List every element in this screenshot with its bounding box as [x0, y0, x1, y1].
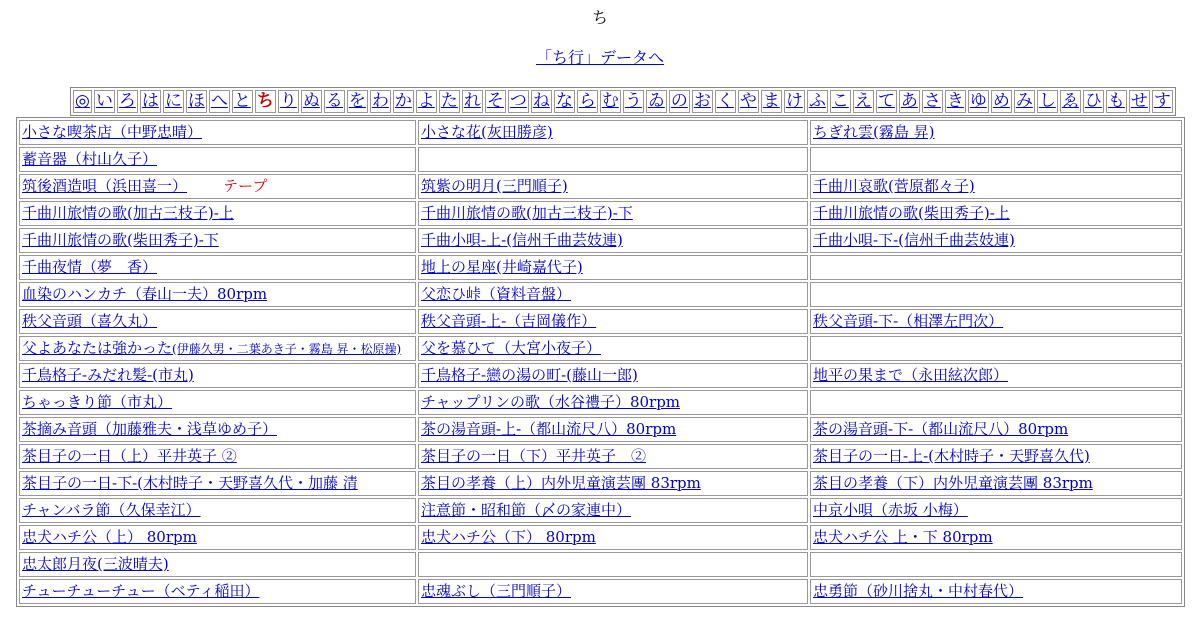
song-row — [19, 363, 1182, 388]
song-title: 秩父音頭-上-（吉岡儀作） — [421, 312, 597, 330]
song-title: 注意節・昭和節（〆の家連中） — [421, 501, 632, 519]
song-title: 茶の湯音頭-下-（都山流尺八）80rpm — [813, 420, 1069, 438]
kana-nav-cell — [1106, 90, 1127, 113]
song-link[interactable] — [22, 447, 237, 465]
kana-index-nav — [70, 87, 1176, 116]
song-cell — [418, 471, 808, 496]
song-row — [19, 282, 1182, 307]
song-cell — [19, 363, 416, 388]
song-row — [19, 417, 1182, 442]
kana-nav-cell — [370, 90, 391, 113]
kana-nav-cell — [209, 90, 230, 113]
song-link[interactable] — [22, 474, 358, 492]
kana-nav-link[interactable]: な — [555, 91, 573, 111]
song-row — [19, 498, 1182, 523]
kana-nav-link[interactable]: ら — [578, 91, 596, 111]
kana-nav-cell — [393, 90, 414, 113]
kana-nav-link[interactable]: へ — [210, 91, 228, 111]
kana-nav-link[interactable]: つ — [509, 91, 527, 111]
song-link[interactable] — [813, 474, 1093, 492]
song-link[interactable] — [421, 123, 553, 141]
kana-nav-cell — [1083, 90, 1104, 113]
kana-nav-link[interactable]: え — [854, 91, 872, 111]
kana-nav-link[interactable]: お — [693, 91, 711, 111]
kana-nav-cell — [163, 90, 184, 113]
song-cell — [810, 444, 1182, 469]
kana-nav-link[interactable]: き — [946, 91, 964, 111]
kana-nav-link[interactable]: と — [233, 91, 251, 111]
song-cell — [19, 282, 416, 307]
kana-nav-cell — [807, 90, 828, 113]
song-title: 茶目子の一日（上）平井英子 ② — [22, 447, 237, 465]
kana-nav-link[interactable]: ね — [532, 91, 550, 111]
kana-nav-cell — [692, 90, 713, 113]
song-cell — [810, 390, 1182, 415]
song-list-body — [19, 120, 1182, 604]
data-list-link[interactable]: 「ち行」データへ — [535, 48, 664, 67]
song-cell — [19, 120, 416, 145]
kana-nav-link[interactable]: こ — [831, 91, 849, 111]
song-link[interactable] — [813, 366, 1008, 384]
kana-nav-cell — [623, 90, 644, 113]
song-cell — [19, 201, 416, 226]
song-link[interactable] — [421, 339, 601, 357]
song-link[interactable] — [22, 501, 201, 519]
song-row — [19, 336, 1182, 361]
song-link[interactable] — [22, 258, 157, 276]
kana-nav-cell — [232, 90, 253, 113]
kana-nav-link[interactable]: ひ — [1084, 91, 1102, 111]
song-title: チャップリンの歌（水谷禮子）80rpm — [421, 393, 681, 411]
song-cell — [418, 120, 808, 145]
kana-nav-cell — [1129, 90, 1150, 113]
kana-nav-link[interactable]: に — [164, 91, 182, 111]
kana-nav-cell — [830, 90, 851, 113]
song-link[interactable] — [813, 447, 1090, 465]
song-link[interactable] — [421, 501, 631, 519]
song-row — [19, 120, 1182, 145]
song-link[interactable] — [22, 528, 197, 546]
song-cell — [19, 444, 416, 469]
kana-nav-link[interactable]: け — [785, 91, 803, 111]
song-title: 忠犬ハチ公（下） 80rpm — [421, 528, 596, 546]
song-title: 忠魂ぶし（三門順子） — [421, 582, 572, 600]
song-row — [19, 444, 1182, 469]
kana-nav-cell — [508, 90, 529, 113]
song-row — [19, 390, 1182, 415]
kana-nav-link[interactable]: め — [992, 91, 1010, 111]
song-cell — [19, 228, 416, 253]
song-link[interactable] — [421, 231, 623, 249]
kana-nav-cell — [1060, 90, 1081, 113]
kana-nav-link[interactable]: ゐ — [647, 91, 665, 111]
kana-nav-link[interactable]: し — [1038, 91, 1056, 111]
song-link[interactable] — [421, 366, 638, 384]
song-row — [19, 471, 1182, 496]
song-link[interactable] — [22, 123, 202, 141]
kana-nav-cell — [945, 90, 966, 113]
song-cell — [418, 579, 808, 604]
kana-nav-link[interactable]: れ — [463, 91, 481, 111]
song-cell — [810, 363, 1182, 388]
song-cell — [418, 417, 808, 442]
song-title: 千鳥格子-戀の湯の町-(藤山一郎) — [421, 366, 638, 384]
song-cell — [19, 498, 416, 523]
song-title: 茶目の孝養（上）内外児童演芸團 83rpm — [421, 474, 701, 492]
kana-nav-cell — [416, 90, 437, 113]
song-link[interactable] — [22, 177, 187, 195]
song-link[interactable] — [813, 420, 1068, 438]
song-cell — [810, 120, 1182, 145]
song-title: 茶目の孝養（下）内外児童演芸團 83rpm — [813, 474, 1093, 492]
kana-nav-link[interactable]: む — [601, 91, 619, 111]
kana-nav-link[interactable]: い — [95, 91, 113, 111]
kana-nav-link[interactable]: ろ — [118, 91, 136, 111]
song-link[interactable] — [22, 231, 219, 249]
song-link[interactable] — [421, 285, 571, 303]
song-cell — [810, 174, 1182, 199]
song-title: 茶摘み音頭（加藤雅夫・浅草ゆめ子） — [22, 420, 278, 438]
song-link[interactable] — [421, 258, 583, 276]
song-cell — [810, 498, 1182, 523]
kana-nav-link[interactable]: ま — [762, 91, 780, 111]
kana-nav-cell — [876, 90, 897, 113]
kana-nav-link[interactable]: り — [279, 91, 297, 111]
song-cell — [810, 579, 1182, 604]
kana-nav-link[interactable]: み — [1015, 91, 1033, 111]
song-title: 千曲夜情（夢 香） — [22, 258, 158, 276]
kana-nav-cell — [462, 90, 483, 113]
song-link[interactable] — [813, 501, 968, 519]
song-link[interactable] — [22, 555, 169, 573]
kana-nav-link[interactable]: あ — [900, 91, 918, 111]
song-cell — [810, 228, 1182, 253]
song-title: 父恋ひ峠（資料音盤） — [421, 285, 572, 303]
song-title: 父を慕ひて（大宮小夜子） — [421, 339, 602, 357]
song-link[interactable] — [421, 177, 568, 195]
song-cell — [418, 228, 808, 253]
song-link[interactable] — [813, 204, 1010, 222]
kana-nav-link[interactable]: ほ — [187, 91, 205, 111]
song-cell — [19, 336, 416, 361]
kana-nav-cell — [324, 90, 345, 113]
song-link[interactable] — [421, 420, 676, 438]
song-cell — [19, 552, 416, 577]
kana-nav-cell — [715, 90, 736, 113]
kana-nav-link[interactable]: て — [877, 91, 895, 111]
song-link[interactable] — [22, 339, 401, 357]
kana-nav-cell — [554, 90, 575, 113]
kana-nav-link[interactable]: は — [141, 91, 159, 111]
song-cell — [418, 309, 808, 334]
song-cell — [418, 525, 808, 550]
song-link[interactable] — [421, 447, 646, 465]
song-cell — [418, 363, 808, 388]
kana-nav-link[interactable]: た — [440, 91, 458, 111]
song-title: 千曲川哀歌(菅原都々子) — [813, 177, 975, 195]
song-cell — [418, 174, 808, 199]
kana-nav-link[interactable]: う — [624, 91, 642, 111]
song-row — [19, 201, 1182, 226]
kana-nav-cell — [646, 90, 667, 113]
kana-nav-cell — [669, 90, 690, 113]
song-cell — [19, 471, 416, 496]
kana-nav-cell — [899, 90, 920, 113]
song-list-table — [16, 117, 1185, 607]
data-link-row — [0, 48, 1200, 68]
kana-nav-link[interactable]: る — [325, 91, 343, 111]
song-cell — [810, 417, 1182, 442]
kana-nav-cell — [1014, 90, 1035, 113]
song-link[interactable] — [813, 123, 934, 141]
song-row — [19, 552, 1182, 577]
song-title: 秩父音頭-下-（相澤左門次） — [813, 312, 1004, 330]
song-cell — [418, 336, 808, 361]
kana-nav-link[interactable]: ゆ — [969, 91, 987, 111]
song-link[interactable] — [421, 312, 596, 330]
kana-nav-link[interactable]: せ — [1130, 91, 1148, 111]
kana-nav-cell — [577, 90, 598, 113]
kana-nav-cell — [301, 90, 322, 113]
song-link[interactable] — [22, 420, 277, 438]
song-title: 中京小唄（赤坂 小梅） — [813, 501, 968, 519]
song-row — [19, 174, 1182, 199]
song-title: 秩父音頭（喜久丸） — [22, 312, 158, 330]
song-title: 茶の湯音頭-上-（都山流尺八）80rpm — [421, 420, 677, 438]
kana-nav-cell — [738, 90, 759, 113]
song-cell — [19, 309, 416, 334]
song-title: 千曲小唄-下-(信州千曲芸妓連) — [813, 231, 1015, 249]
kana-nav-current — [255, 90, 276, 113]
kana-nav-current-label: ち — [256, 91, 274, 111]
kana-nav-link[interactable]: す — [1153, 91, 1171, 111]
kana-nav-link[interactable]: ふ — [808, 91, 826, 111]
song-row — [19, 228, 1182, 253]
kana-nav-cell — [1152, 90, 1173, 113]
song-cell — [418, 444, 808, 469]
kana-nav-cell — [922, 90, 943, 113]
song-link[interactable] — [813, 312, 1003, 330]
kana-nav-cell — [140, 90, 161, 113]
kana-nav-cell — [117, 90, 138, 113]
song-title: チャンバラ節（久保幸江） — [22, 501, 201, 519]
song-title: ちゃっきり節（市丸） — [22, 393, 173, 411]
song-title: 地上の星座(井崎嘉代子) — [421, 258, 583, 276]
song-cell — [19, 174, 416, 199]
song-row — [19, 309, 1182, 334]
kana-nav-link[interactable]: そ — [486, 91, 504, 111]
song-title: 千鳥格子-みだれ髪-(市丸) — [22, 366, 194, 384]
song-link[interactable] — [813, 231, 1015, 249]
kana-nav-cell — [1037, 90, 1058, 113]
song-title: 千曲小唄-上-(信州千曲芸妓連) — [421, 231, 623, 249]
kana-nav-cell — [761, 90, 782, 113]
kana-nav-cell — [784, 90, 805, 113]
tape-note: テープ — [223, 177, 268, 195]
kana-nav-link[interactable]: か — [394, 91, 412, 111]
kana-nav-link[interactable]: や — [739, 91, 757, 111]
song-link[interactable] — [22, 312, 157, 330]
song-cell — [418, 552, 808, 577]
song-title: 茶目子の一日（下）平井英子 ② — [421, 447, 647, 465]
song-link[interactable] — [22, 204, 234, 222]
song-title: 千曲川旅情の歌(加古三枝子)-上 — [22, 204, 234, 222]
song-link[interactable] — [22, 393, 172, 411]
kana-nav-cell — [968, 90, 989, 113]
song-link[interactable] — [421, 393, 680, 411]
song-row — [19, 525, 1182, 550]
kana-nav-cell — [485, 90, 506, 113]
song-title: ちぎれ雲(霧島 昇) — [813, 123, 935, 141]
song-title: 忠犬ハチ公 上・下 80rpm — [813, 528, 993, 546]
song-title: 筑紫の明月(三門順子) — [421, 177, 568, 195]
kana-index-row — [73, 90, 1173, 113]
kana-nav-link[interactable]: ◎ — [75, 91, 90, 111]
song-title: 茶目子の一日-上-(木村時子・天野喜久代) — [813, 447, 1090, 465]
song-cell — [810, 309, 1182, 334]
song-cell — [810, 282, 1182, 307]
song-title: 茶目子の一日-下-(木村時子・天野喜久代・加藤 清 — [22, 474, 358, 492]
kana-nav-link[interactable]: さ — [923, 91, 941, 111]
song-link[interactable] — [421, 528, 596, 546]
song-cell — [418, 282, 808, 307]
song-cell — [810, 147, 1182, 172]
song-cell — [19, 255, 416, 280]
song-link[interactable] — [421, 582, 571, 600]
song-title: 小さな喫茶店（中野忠晴） — [22, 123, 203, 141]
song-link[interactable] — [22, 285, 267, 303]
song-link[interactable] — [22, 150, 157, 168]
song-cell — [19, 525, 416, 550]
song-title: 忠太郎月夜(三波晴夫) — [22, 555, 169, 573]
song-performers-small: (伊藤久男・二葉あき子・霧島 昇・松原操) — [172, 341, 402, 356]
song-cell — [418, 147, 808, 172]
song-title: 父よあなたは強かった — [22, 338, 173, 357]
kana-nav-cell — [600, 90, 621, 113]
song-cell — [810, 336, 1182, 361]
song-cell — [810, 552, 1182, 577]
song-row — [19, 579, 1182, 604]
song-title: 千曲川旅情の歌(加古三枝子)-下 — [421, 204, 633, 222]
song-cell — [418, 498, 808, 523]
song-title: 忠勇節（砂川捨丸・中村春代） — [813, 582, 1024, 600]
song-link[interactable] — [22, 366, 194, 384]
song-row — [19, 147, 1182, 172]
song-link[interactable] — [421, 204, 633, 222]
song-cell — [810, 201, 1182, 226]
song-row — [19, 255, 1182, 280]
song-cell — [810, 471, 1182, 496]
kana-nav-cell — [278, 90, 299, 113]
song-title: チューチューチュー（ベティ稲田） — [22, 582, 260, 600]
song-cell — [19, 579, 416, 604]
kana-nav-link[interactable]: を — [348, 91, 366, 111]
song-cell — [418, 201, 808, 226]
kana-nav-link[interactable]: も — [1107, 91, 1125, 111]
song-link[interactable] — [22, 582, 259, 600]
song-link[interactable] — [813, 528, 993, 546]
kana-nav-cell — [531, 90, 552, 113]
kana-nav-cell — [439, 90, 460, 113]
song-link[interactable] — [813, 177, 975, 195]
song-cell — [418, 390, 808, 415]
kana-nav-link[interactable]: よ — [417, 91, 435, 111]
song-title: 千曲川旅情の歌(柴田秀子)-下 — [22, 231, 219, 249]
kana-nav-link[interactable]: の — [670, 91, 688, 111]
song-cell — [418, 255, 808, 280]
song-cell — [19, 147, 416, 172]
song-link[interactable] — [813, 582, 1023, 600]
song-link[interactable] — [421, 474, 701, 492]
kana-nav-cell — [347, 90, 368, 113]
kana-nav-cell — [853, 90, 874, 113]
kana-nav-cell — [94, 90, 115, 113]
song-title: 小さな花(灰田勝彦) — [421, 123, 553, 141]
kana-nav-link[interactable]: わ — [371, 91, 389, 111]
kana-nav-link[interactable]: ゑ — [1061, 91, 1079, 111]
song-title: 筑後酒造唄（浜田喜一） — [22, 177, 188, 195]
song-title: 蓄音器（村山久子） — [22, 150, 158, 168]
kana-nav-cell — [186, 90, 207, 113]
song-cell — [810, 525, 1182, 550]
song-title: 千曲川旅情の歌(柴田秀子)-上 — [813, 204, 1010, 222]
kana-nav-cell — [991, 90, 1012, 113]
song-cell — [810, 255, 1182, 280]
kana-nav-link[interactable]: く — [716, 91, 734, 111]
song-title: 地平の果まで（永田絃次郎） — [813, 366, 1009, 384]
song-cell — [19, 390, 416, 415]
kana-nav-cell — [73, 90, 92, 113]
song-cell — [19, 417, 416, 442]
song-title: 忠犬ハチ公（上） 80rpm — [22, 528, 197, 546]
kana-nav-link[interactable]: ぬ — [302, 91, 320, 111]
song-title: 血染のハンカチ（春山一夫）80rpm — [22, 285, 268, 303]
page-heading: ち — [591, 8, 608, 27]
